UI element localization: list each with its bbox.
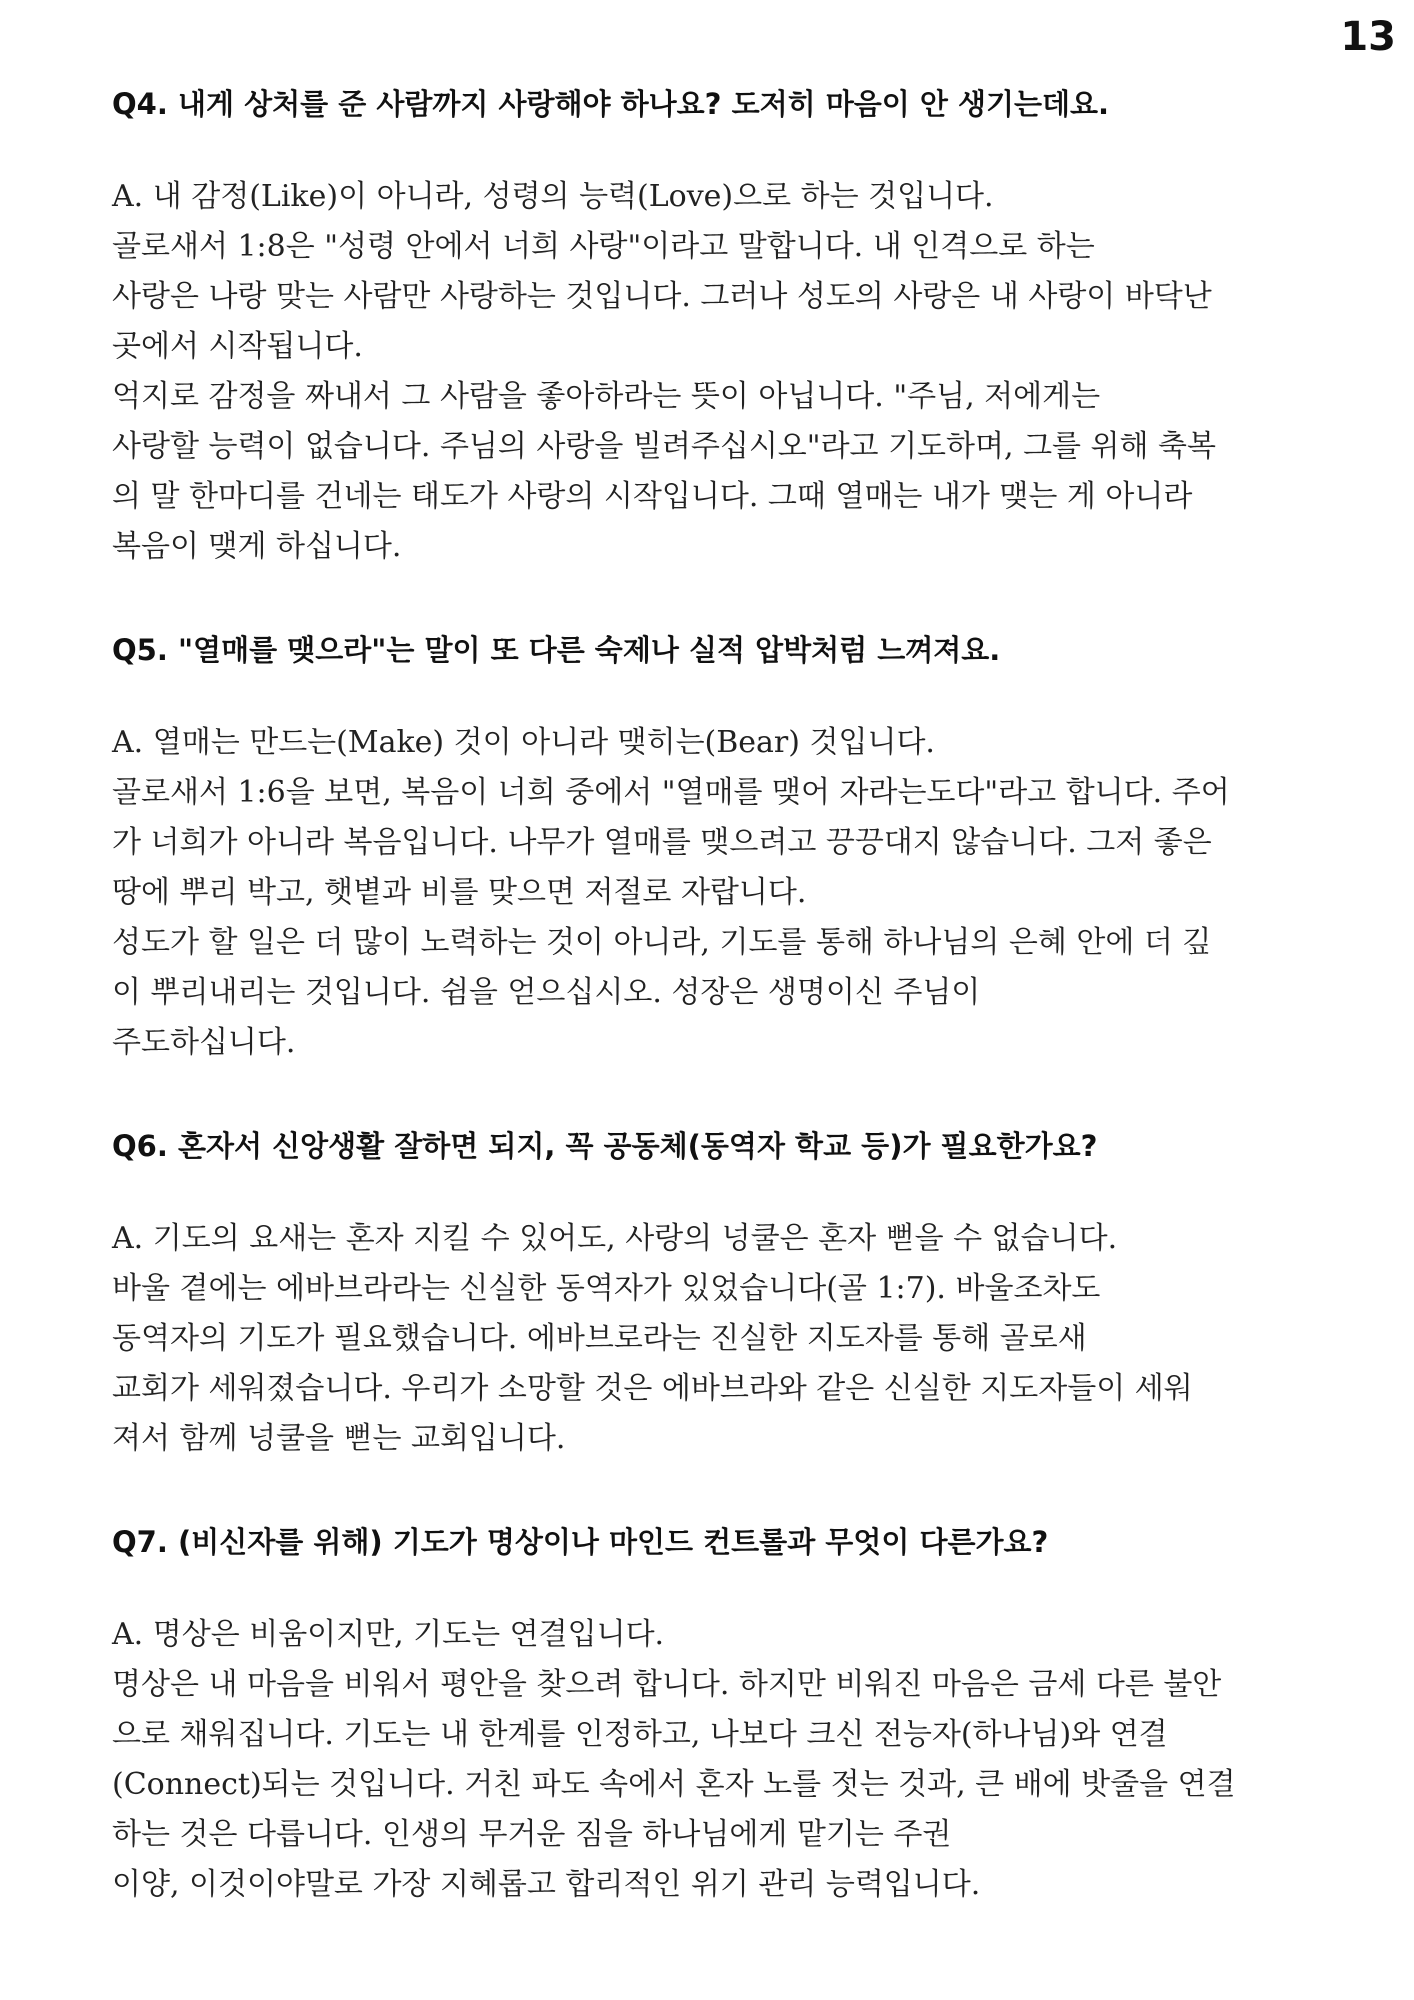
answer-line: 사랑은 나랑 맞는 사람만 사랑하는 것입니다. 그러나 성도의 사랑은 내 사랑이 바닥난 xyxy=(112,279,1212,314)
question-heading: Q6. 혼자서 신앙생활 잘하면 되지, 꼭 공동체(동역자 학교 등)가 필요한가요? xyxy=(112,1129,1098,1163)
qa-item-q6 xyxy=(112,1118,1312,1464)
answer-line: 이양, 이것이야말로 가장 지혜롭고 합리적인 위기 관리 능력입니다. xyxy=(112,1867,981,1902)
answer-line: 이 뿌리내리는 것입니다. 쉼을 얻으십시오. 성장은 생명이신 주님이 xyxy=(112,975,981,1010)
answer-line: 성도가 할 일은 더 많이 노력하는 것이 아니라, 기도를 통해 하나님의 은혜 안에 더 깊 xyxy=(112,925,1212,960)
answer-line: (Connect)되는 것입니다. 거친 파도 속에서 혼자 노를 젓는 것과, 큰 배에 밧줄을 연결 xyxy=(112,1767,1236,1802)
answer-line: 명상은 내 마음을 비워서 평안을 찾으려 합니다. 하지만 비워진 마음은 금세 다른 불안 xyxy=(112,1667,1222,1702)
answer-line: 동역자의 기도가 필요했습니다. 에바브로라는 진실한 지도자를 통해 골로새 xyxy=(112,1321,1087,1356)
answer-text xyxy=(112,718,1312,1068)
answer-line: 주도하십니다. xyxy=(112,1025,296,1060)
answer-line: A. 열매는 만드는(Make) 것이 아니라 맺히는(Bear) 것입니다. xyxy=(112,725,935,760)
answer-line: 복음이 맺게 하십니다. xyxy=(112,529,402,564)
qa-item-q5 xyxy=(112,622,1312,1068)
answer-text xyxy=(112,1610,1312,1910)
question-heading: Q4. 내게 상처를 준 사람까지 사랑해야 하나요? 도저히 마음이 안 생기는데요. xyxy=(112,87,1110,121)
qa-item-q7 xyxy=(112,1514,1312,1910)
answer-line: 의 말 한마디를 건네는 태도가 사랑의 시작입니다. 그때 열매는 내가 맺는 게 아니라 xyxy=(112,479,1193,514)
qa-list xyxy=(112,76,1312,1960)
answer-line: 곳에서 시작됩니다. xyxy=(112,329,363,364)
answer-line: 억지로 감정을 짜내서 그 사람을 좋아하라는 뜻이 아닙니다. "주님, 저에게는 xyxy=(112,379,1101,414)
answer-line: 골로새서 1:8은 "성령 안에서 너희 사랑"이라고 말합니다. 내 인격으로 하는 xyxy=(112,229,1095,264)
answer-line: 바울 곁에는 에바브라라는 신실한 동역자가 있었습니다(골 1:7). 바울조차도 xyxy=(112,1271,1101,1306)
qa-item-q4 xyxy=(112,76,1312,572)
answer-line: 하는 것은 다릅니다. 인생의 무거운 짐을 하나님에게 맡기는 주권 xyxy=(112,1817,952,1852)
answer-line: 가 너희가 아니라 복음입니다. 나무가 열매를 맺으려고 끙끙대지 않습니다. 그저 좋은 xyxy=(112,825,1212,860)
answer-text xyxy=(112,172,1312,572)
answer-line: 땅에 뿌리 박고, 햇볕과 비를 맞으면 저절로 자랍니다. xyxy=(112,875,807,910)
answer-line: A. 기도의 요새는 혼자 지킬 수 있어도, 사랑의 넝쿨은 혼자 뻗을 수 없습니다. xyxy=(112,1221,1118,1256)
answer-line: 사랑할 능력이 없습니다. 주님의 사랑을 빌려주십시오"라고 기도하며, 그를 위해 축복 xyxy=(112,429,1217,464)
question-heading: Q7. (비신자를 위해) 기도가 명상이나 마인드 컨트롤과 무엇이 다른가요? xyxy=(112,1525,1049,1559)
page-number: 13 xyxy=(1340,14,1396,60)
question-heading: Q5. "열매를 맺으라"는 말이 또 다른 숙제나 실적 압박처럼 느껴져요. xyxy=(112,633,1001,667)
answer-line: A. 내 감정(Like)이 아니라, 성령의 능력(Love)으로 하는 것입니다. xyxy=(112,179,994,214)
answer-line: A. 명상은 비움이지만, 기도는 연결입니다. xyxy=(112,1617,665,1652)
answer-line: 교회가 세워졌습니다. 우리가 소망할 것은 에바브라와 같은 신실한 지도자들이 세워 xyxy=(112,1371,1193,1406)
answer-text xyxy=(112,1214,1312,1464)
answer-line: 으로 채워집니다. 기도는 내 한계를 인정하고, 나보다 크신 전능자(하나님)와 연결 xyxy=(112,1717,1168,1752)
answer-line: 골로새서 1:6을 보면, 복음이 너희 중에서 "열매를 맺어 자라는도다"라고 합니다. 주어 xyxy=(112,775,1230,810)
answer-line: 져서 함께 넝쿨을 뻗는 교회입니다. xyxy=(112,1421,566,1456)
